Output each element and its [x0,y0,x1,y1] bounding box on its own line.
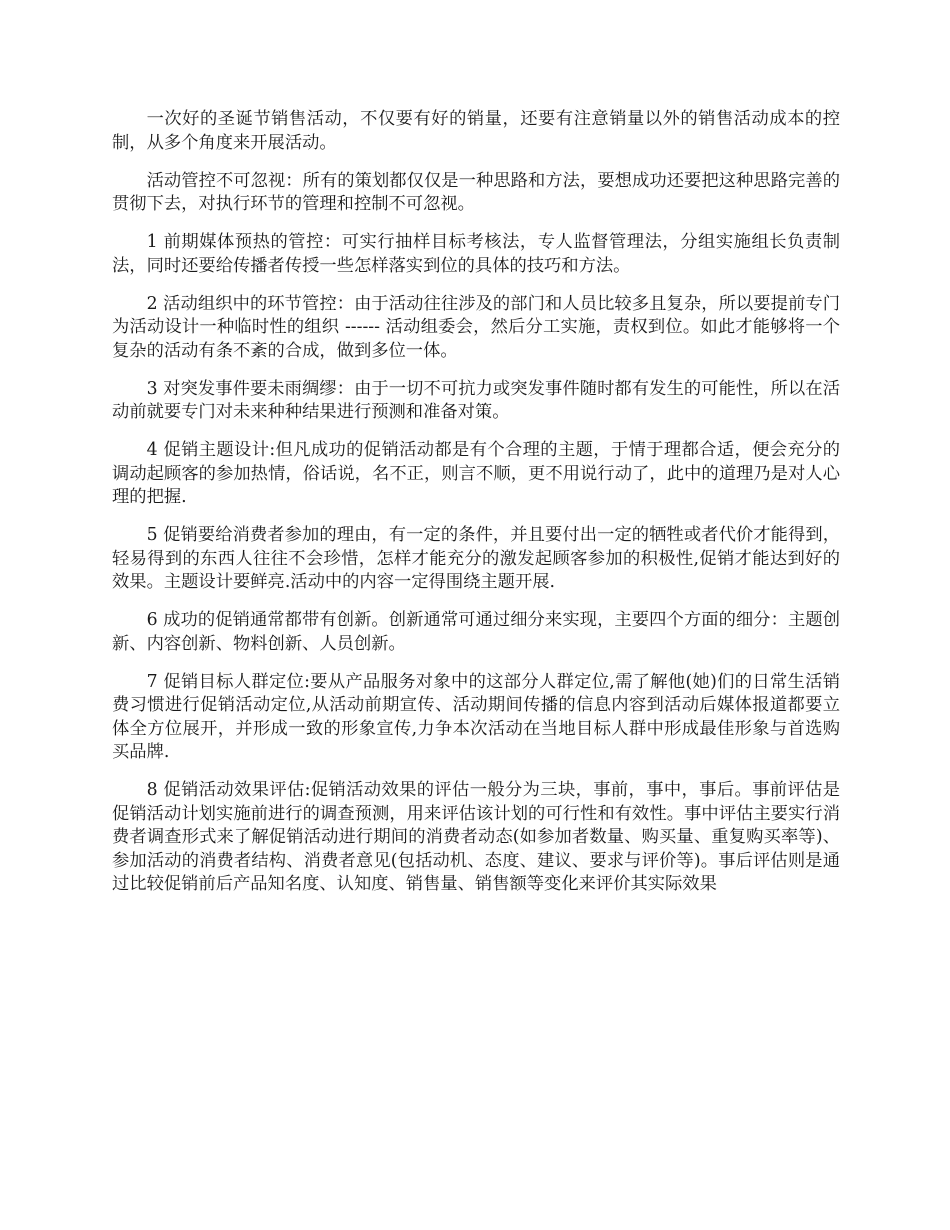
media-warmup-paragraph: 1 前期媒体预热的管控：可实行抽样目标考核法，专人监督管理法，分组实施组长负责制法，同时还要给传播者传授一些怎样落实到位的具体的技巧和方法。 [112,232,840,276]
control-overview-paragraph: 活动管控不可忽视：所有的策划都仅仅是一种思路和方法，要想成功还要把这种思路完善的贯彻下去，对执行环节的管理和控制不可忽视。 [112,170,840,214]
document-body [112,108,840,911]
theme-design-paragraph: 4 促销主题设计:但凡成功的促销活动都是有个合理的主题，于情于理都合适，便会充分的调动起顾客的参加热情，俗话说，名不正，则言不顺，更不用说行动了，此中的道理乃是对人心理的把握. [112,440,840,507]
target-audience-paragraph: 7 促销目标人群定位:要从产品服务对象中的这部分人群定位,需了解他(她)们的日常生活销费习惯进行促销活动定位,从活动前期宣传、活动期间传播的信息内容到活动后媒体报道都要立体全方位展开，并形成一致的形象宣传,力争本次活动在当地目标人群中形成最佳形象与首选购买品牌. [112,671,840,762]
effect-evaluation-paragraph: 8 促销活动效果评估:促销活动效果的评估一般分为三块，事前，事中，事后。事前评估是促销活动计划实施前进行的调查预测，用来评估该计划的可行性和有效性。事中评估主要实行消费者调查形式来了解促销活动进行期间的消费者动态(如参加者数量、购买量、重复购买率等)、参加活动的消费者结构、消费者意见(包括动机、态度、建议、要求与评价等)。事后评估则是通过比较促销前后产品知名度、认知度、销售量、销售额等变化来评价其实际效果 [112,780,840,894]
emergency-plan-paragraph: 3 对突发事件要未雨绸缪：由于一切不可抗力或突发事件随时都有发生的可能性，所以在活动前就要专门对未来种种结果进行预测和准备对策。 [112,378,840,422]
participation-reason-paragraph: 5 促销要给消费者参加的理由，有一定的条件，并且要付出一定的牺牲或者代价才能得到，轻易得到的东西人往往不会珍惜，怎样才能充分的激发起顾客参加的积极性,促销才能达到好的效果。主题设计要鲜亮.活动中的内容一定得围绕主题开展. [112,525,840,592]
organization-control-paragraph: 2 活动组织中的环节管控：由于活动往往涉及的部门和人员比较多且复杂，所以要提前专门为活动设计一种临时性的组织 ------ 活动组委会，然后分工实施，责权到位。如此才能够将一个复杂的活动有条不紊的合成，做到多位一体。 [112,293,840,361]
intro-paragraph: 一次好的圣诞节销售活动，不仅要有好的销量，还要有注意销量以外的销售活动成本的控制，从多个角度来开展活动。 [112,109,840,153]
innovation-paragraph: 6 成功的促销通常都带有创新。创新通常可通过细分来实现，主要四个方面的细分：主题创新、内容创新、物料创新、人员创新。 [112,610,840,654]
